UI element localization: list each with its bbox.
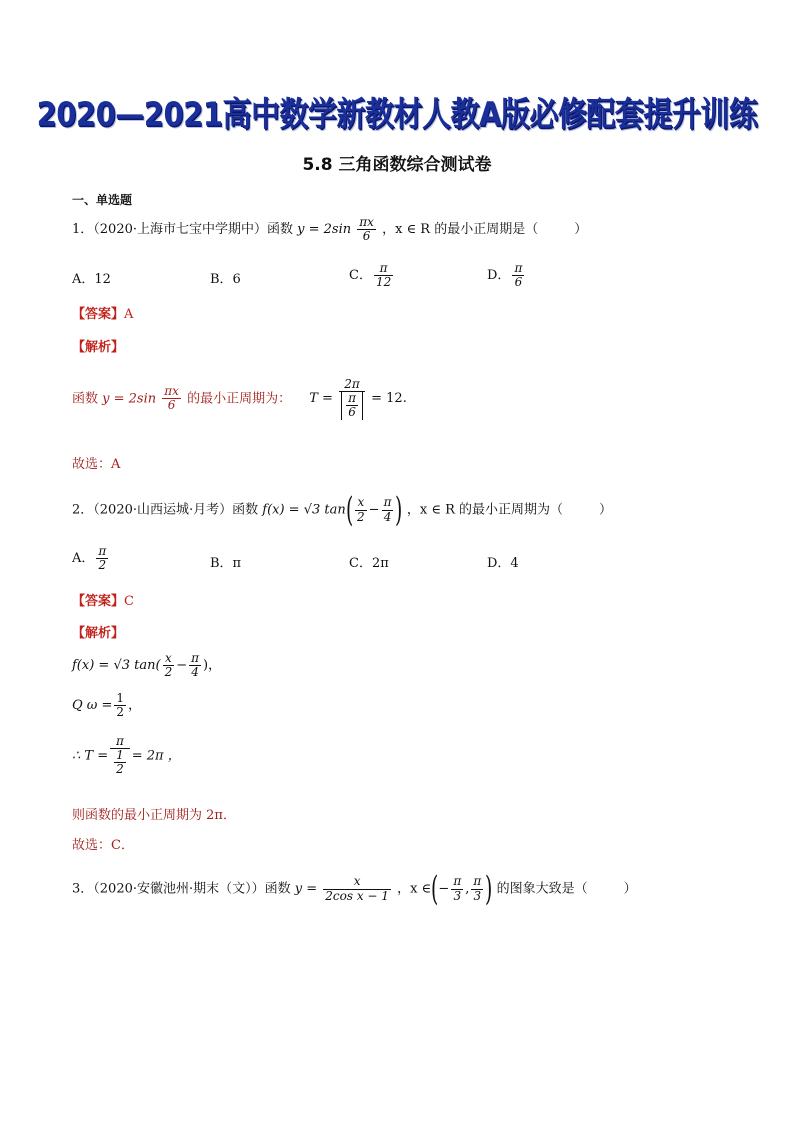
- banner-title: 2020—2021高中数学新教材人教A版必修配套提升训练: [36, 94, 758, 134]
- option-b: B．6: [210, 272, 241, 287]
- option-a: A． $\frac{\pi}{2}$: [72, 544, 107, 573]
- page-title: 5.8 三角函数综合测试卷: [302, 155, 492, 175]
- answer-2: 【答案】C: [72, 594, 134, 609]
- solution-2-step-2: Q ω = $\frac{1}{2}$ ，: [72, 691, 142, 720]
- option-c: C．2π: [349, 556, 389, 571]
- solution-2-step-4: 则函数的最小正周期为 2π．: [72, 808, 236, 823]
- section-heading: 一、单选题: [72, 193, 133, 207]
- question-3: 3．（2020·安徽池州·期末（文））函数 y = $\frac{x}{\text{2cos x − 1}}$ ，x ∈(− $\frac{\pi}{3}$ , $\frac{\pi}{3}$ ) 的图象大致是（ ）: [72, 869, 637, 909]
- solution-2-step-3: ∴ T = $\frac{\pi}{\frac{1}{2}}$ = 2π ，: [72, 734, 181, 777]
- option-d: D． $\frac{\pi}{6}$: [487, 261, 523, 290]
- choose-2: 故选：C．: [72, 838, 134, 853]
- option-d: D．4: [487, 556, 519, 571]
- solution-1: 函数 y = 2sin $\frac{\pi x}{6}$ 的最小正周期为： T = $\frac{2\pi}{\frac{\pi}{6}}$ = 12.: [72, 377, 407, 420]
- answer-1: 【答案】A: [72, 307, 134, 322]
- analysis-label-2: 【解析】: [72, 626, 125, 641]
- solution-2-step-1: f(x) = √3 tan( $\frac{x}{2}$ − $\frac{\pi}{4}$ )，: [72, 651, 222, 680]
- option-a: A．12: [72, 272, 111, 287]
- choose-1: 故选：A: [72, 457, 121, 472]
- question-1: 1．（2020·上海市七宝中学期中）函数 y = 2sin $\frac{\pi x}{6}$ ，x ∈ R 的最小正周期是（ ）: [72, 215, 588, 244]
- question-2: 2．（2020·山西运城·月考）函数 f(x) = √3 tan( $\frac{x}{2}$ − $\frac{\pi}{4}$ ) ，x ∈ R 的最小正周期为（ ）: [72, 490, 613, 530]
- option-b: B．π: [210, 556, 242, 571]
- option-c: C． $\frac{\pi}{12}$: [349, 261, 392, 290]
- analysis-label-1: 【解析】: [72, 340, 125, 355]
- fraction: $\frac{\pi x}{6}$: [359, 215, 374, 244]
